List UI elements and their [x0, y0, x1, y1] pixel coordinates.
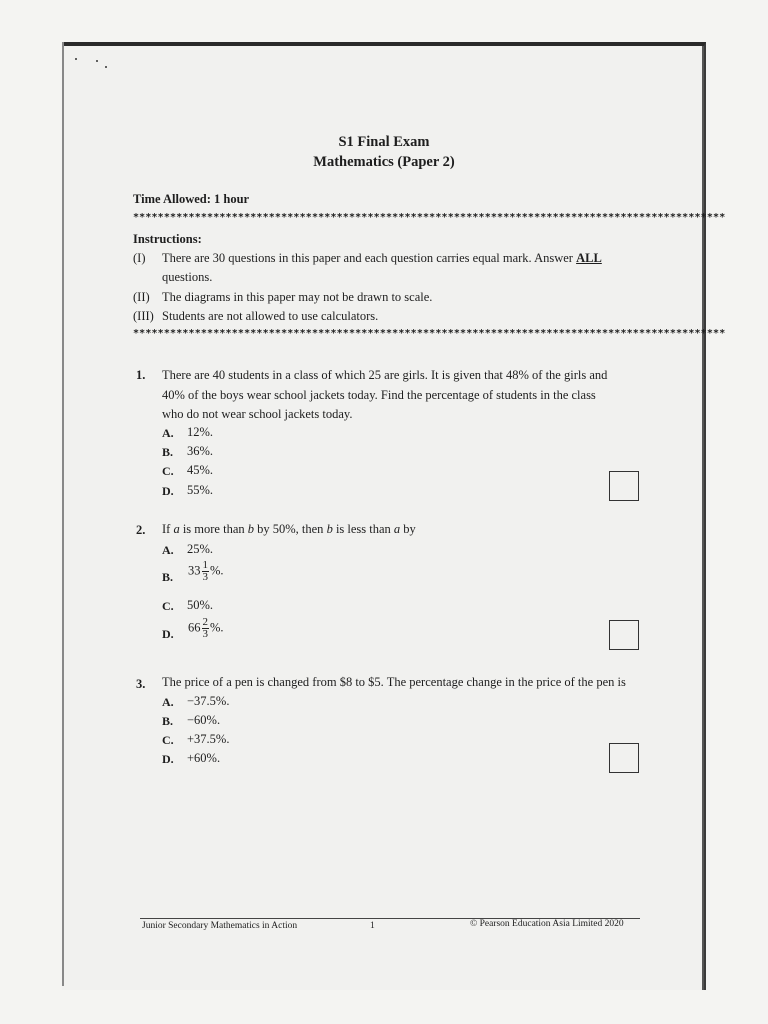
- question-number: 2.: [136, 523, 146, 537]
- option-value: 25%.: [187, 542, 214, 556]
- question-line: 40% of the boys wear school jackets today. Find the percentage of students in the class: [162, 387, 596, 402]
- option-letter: A.: [162, 695, 174, 709]
- option-value: 36%.: [187, 444, 214, 458]
- exam-paper-sheet: [62, 42, 726, 990]
- star-divider-top: ************************************************************************************************: [133, 212, 726, 223]
- option-value-fraction: 66 $\frac{2}{3}$ %.: [188, 616, 224, 640]
- option-value: +37.5%.: [187, 732, 230, 746]
- option-letter: D.: [162, 752, 174, 766]
- option-value-fraction: 33 $\frac{1}{3}$ %.: [188, 559, 224, 583]
- option-letter: C.: [162, 733, 174, 747]
- answer-box-q1[interactable]: [609, 471, 639, 501]
- exam-subtitle: Mathematics (Paper 2): [313, 154, 455, 170]
- question-line: who do not wear school jackets today.: [162, 407, 353, 421]
- footer-publication: Junior Secondary Mathematics in Action: [142, 921, 298, 931]
- option-value: +60%.: [187, 751, 221, 765]
- instruction-num: (II): [133, 290, 150, 304]
- option-letter: A.: [162, 543, 174, 557]
- answer-box-q3[interactable]: [609, 743, 639, 773]
- option-value: 45%.: [187, 463, 214, 477]
- question-line: There are 40 students in a class of which 25 are girls. It is given that 48% of the girls and: [162, 368, 608, 382]
- page-number: 1: [370, 921, 375, 931]
- paper-edge: [62, 42, 64, 986]
- option-value: 12%.: [187, 425, 214, 439]
- option-letter: C.: [162, 599, 174, 613]
- option-letter: A.: [162, 426, 174, 440]
- answer-box-q2[interactable]: [609, 620, 639, 650]
- speck: [75, 58, 77, 60]
- instruction-num: (III): [133, 309, 154, 323]
- option-letter: D.: [162, 484, 174, 498]
- time-allowed: Time Allowed: 1 hour: [133, 192, 250, 206]
- fraction: $\frac{1}{3}$: [202, 559, 208, 583]
- instruction-text-cont: questions.: [162, 270, 213, 284]
- instruction-num: (I): [133, 251, 146, 265]
- star-divider-bottom: ************************************************************************************************: [133, 328, 726, 339]
- question-1-text: [162, 366, 607, 425]
- option-letter: C.: [162, 464, 174, 478]
- instructions-heading: Instructions:: [133, 232, 202, 246]
- footer-copyright: © Pearson Education Asia Limited 2020: [470, 919, 624, 929]
- question-number: 3.: [136, 677, 146, 691]
- option-letter: D.: [162, 627, 174, 641]
- instruction-text: The diagrams in this paper may not be drawn to scale.: [162, 290, 433, 304]
- speck: [105, 66, 107, 68]
- exam-title: S1 Final Exam: [338, 134, 430, 150]
- option-letter: B.: [162, 570, 174, 584]
- speck: [96, 60, 98, 62]
- option-value: 50%.: [187, 598, 214, 612]
- instruction-text: Students are not allowed to use calculators.: [162, 309, 379, 323]
- instruction-text: There are 30 questions in this paper and each question carries equal mark. Answer ALL: [162, 251, 602, 265]
- option-value: −60%.: [187, 713, 221, 727]
- question-3-text: The price of a pen is changed from $8 to $5. The percentage change in the price of the pen is: [162, 675, 626, 689]
- option-letter: B.: [162, 445, 174, 459]
- option-letter: B.: [162, 714, 174, 728]
- question-number: 1.: [136, 368, 146, 382]
- question-2-text: If a is more than b by 50%, then b is less than a by: [162, 522, 416, 536]
- fraction: $\frac{2}{3}$: [202, 616, 208, 640]
- option-value: 55%.: [187, 483, 214, 497]
- option-value: −37.5%.: [187, 694, 230, 708]
